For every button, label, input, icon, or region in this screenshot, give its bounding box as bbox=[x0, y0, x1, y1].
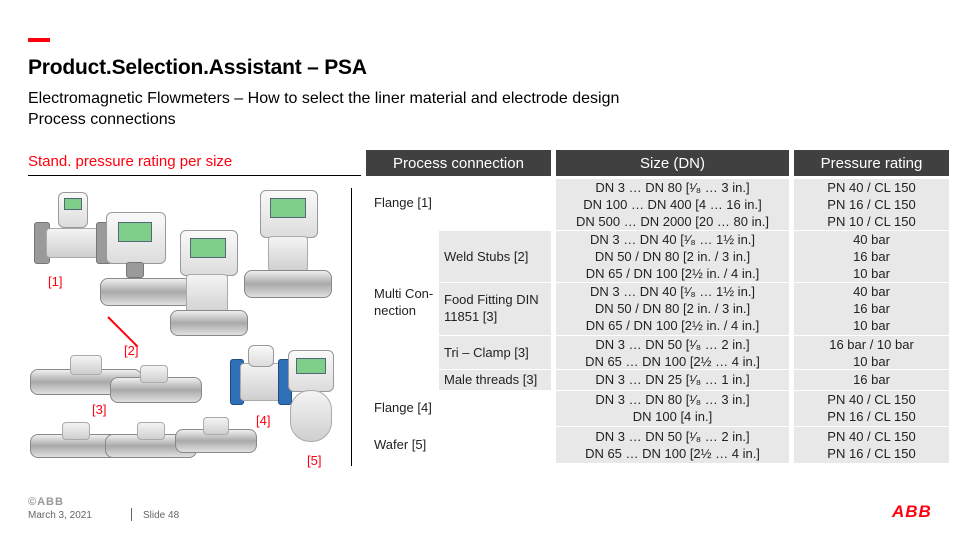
row-flange-1-sizes bbox=[556, 179, 789, 230]
size-value: DN 3 … DN 40 [¹⁄₈ … 1½ in.] bbox=[589, 284, 756, 299]
pressure-value: PN 40 / CL 150 bbox=[827, 392, 916, 407]
divider-line bbox=[351, 188, 352, 466]
flowmeter-compact-image bbox=[160, 230, 250, 350]
pressure-value: 16 bar / 10 bar bbox=[829, 337, 914, 352]
row-food-fitting-label: Food Fitting DIN 11851 [3] bbox=[444, 292, 539, 324]
pressure-value: PN 16 / CL 150 bbox=[827, 446, 916, 461]
row-tri-clamp-pressures bbox=[794, 336, 949, 370]
size-value: DN 50 / DN 80 [2 in. / 3 in.] bbox=[594, 301, 751, 316]
table-header-pressure: Pressure rating bbox=[794, 150, 949, 176]
row-food-fitting-pressures bbox=[794, 283, 949, 334]
pressure-value: PN 10 / CL 150 bbox=[827, 214, 916, 229]
pressure-value: 10 bar bbox=[853, 318, 890, 333]
size-value: DN 65 … DN 100 [2½ … 4 in.] bbox=[585, 354, 760, 369]
row-wafer-sizes bbox=[556, 428, 789, 462]
flowmeter-tri-clamp-image bbox=[110, 365, 200, 411]
flowmeter-wafer-image bbox=[276, 350, 342, 450]
abb-logo: ABB bbox=[892, 502, 932, 521]
size-value: DN 3 … DN 50 [¹⁄₈ … 2 in.] bbox=[595, 337, 750, 352]
row-weld-stubs-pressures bbox=[794, 231, 949, 282]
footer-copyright-logo: ©ABB bbox=[28, 496, 64, 508]
pressure-value: 10 bar bbox=[853, 354, 890, 369]
pressure-value: PN 40 / CL 150 bbox=[827, 180, 916, 195]
callout-2: [2] bbox=[124, 343, 139, 358]
row-separator bbox=[556, 426, 949, 427]
row-flange-4-label: Flange [4] bbox=[374, 400, 432, 415]
row-flange-1-label: Flange [1] bbox=[374, 195, 432, 210]
pressure-value: 16 bar bbox=[853, 249, 890, 264]
row-flange-4-sizes bbox=[556, 391, 789, 425]
pressure-value: PN 16 / CL 150 bbox=[827, 409, 916, 424]
pressure-value: PN 16 / CL 150 bbox=[827, 197, 916, 212]
flowmeter-sanitary-image bbox=[240, 190, 330, 310]
pressure-value: 10 bar bbox=[853, 266, 890, 281]
pressure-value: 40 bar bbox=[853, 284, 890, 299]
size-value: DN 65 / DN 100 [2½ in. / 4 in.] bbox=[585, 318, 760, 333]
callout-3: [3] bbox=[92, 402, 107, 417]
size-value: DN 50 / DN 80 [2 in. / 3 in.] bbox=[594, 249, 751, 264]
callout-4: [4] bbox=[256, 413, 271, 428]
row-male-threads-label: Male threads [3] bbox=[444, 372, 538, 387]
callout-1: [1] bbox=[48, 274, 63, 289]
pressure-value: 40 bar bbox=[853, 232, 890, 247]
size-value: DN 3 … DN 25 [¹⁄₈ … 1 in.] bbox=[595, 372, 750, 387]
row-wafer-label: Wafer [5] bbox=[374, 437, 427, 452]
footer-divider bbox=[131, 508, 132, 521]
row-weld-stubs-sizes bbox=[556, 231, 789, 282]
size-value: DN 500 … DN 2000 [20 … 80 in.] bbox=[576, 214, 769, 229]
size-value: DN 65 / DN 100 [2½ in. / 4 in.] bbox=[585, 266, 760, 281]
size-value: DN 3 … DN 40 [¹⁄₈ … 1½ in.] bbox=[589, 232, 756, 247]
page-subtitle bbox=[28, 88, 619, 130]
row-flange-4-pressures bbox=[794, 391, 949, 425]
pressure-value: 16 bar bbox=[853, 372, 890, 387]
subtitle-line-1: Electromagnetic Flowmeters – How to select the liner material and electrode design bbox=[28, 90, 620, 107]
footer-slide-number: Slide 48 bbox=[143, 510, 180, 521]
footer-date: March 3, 2021 bbox=[28, 510, 92, 521]
row-wafer-pressures bbox=[794, 428, 949, 462]
subtitle-line-2: Process connections bbox=[28, 111, 176, 128]
callout-5: [5] bbox=[307, 453, 322, 468]
multi-connection-label bbox=[374, 285, 438, 319]
pressure-value: 16 bar bbox=[853, 301, 890, 316]
row-weld-stubs-label: Weld Stubs [2] bbox=[444, 249, 529, 264]
size-value: DN 65 … DN 100 [2½ … 4 in.] bbox=[585, 446, 760, 461]
page-title: Product.Selection.Assistant – PSA bbox=[28, 56, 367, 79]
row-tri-clamp-label: Tri – Clamp [3] bbox=[444, 345, 529, 360]
table-header-process-connection: Process connection bbox=[366, 150, 551, 176]
size-value: DN 3 … DN 80 [¹⁄₈ … 3 in.] bbox=[595, 392, 750, 407]
size-value: DN 100 … DN 400 [4 … 16 in.] bbox=[583, 197, 762, 212]
table-header-size: Size (DN) bbox=[556, 150, 789, 176]
size-value: DN 3 … DN 80 [¹⁄₈ … 3 in.] bbox=[595, 180, 750, 195]
accent-bar bbox=[28, 38, 50, 42]
row-flange-1-pressures bbox=[794, 179, 949, 230]
left-panel-heading: Stand. pressure rating per size bbox=[28, 153, 361, 176]
multi-connection-text: Multi Con-nection bbox=[374, 286, 434, 318]
pressure-value: PN 40 / CL 150 bbox=[827, 429, 916, 444]
size-value: DN 3 … DN 50 [¹⁄₈ … 2 in.] bbox=[595, 429, 750, 444]
row-tri-clamp-sizes bbox=[556, 336, 789, 370]
row-food-fitting-sizes bbox=[556, 283, 789, 334]
size-value: DN 100 [4 in.] bbox=[632, 409, 713, 424]
flowmeter-thread-3-image bbox=[175, 415, 255, 461]
row-male-threads-sizes bbox=[556, 371, 789, 388]
row-male-threads-pressures bbox=[794, 371, 949, 388]
